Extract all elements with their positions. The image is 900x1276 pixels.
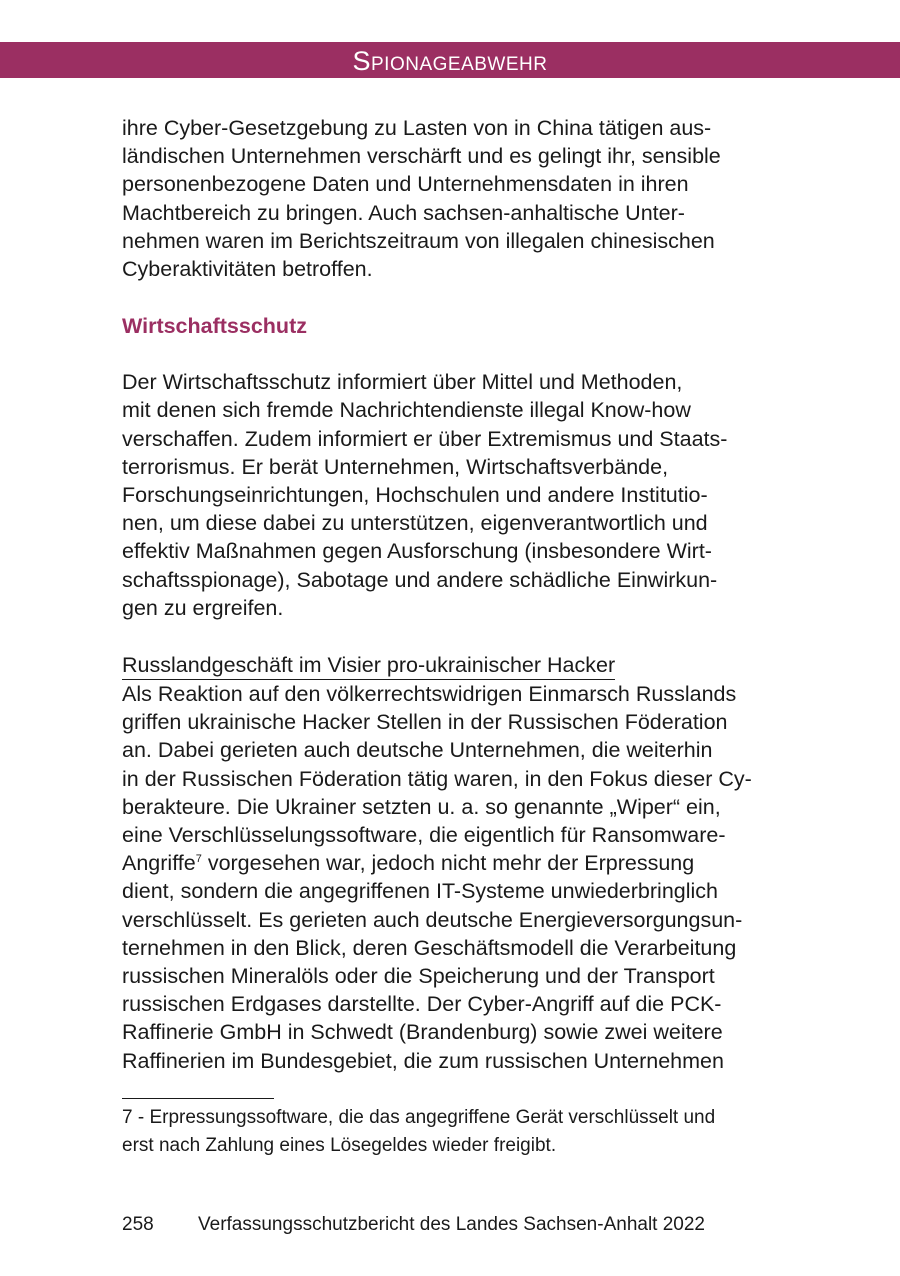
section-heading: Wirtschaftsschutz	[122, 314, 307, 339]
text-line: ländischen Unternehmen verschärft und es gelingt ihr, sensible	[122, 144, 721, 169]
text-line: Machtbereich zu bringen. Auch sachsen-anhaltische Unter-	[122, 200, 685, 225]
text-line: an. Dabei gerieten auch deutsche Unternehmen, die weiterhin	[122, 738, 713, 763]
text-line: Cyberaktivitäten betroffen.	[122, 257, 373, 282]
text-line: dient, sondern die angegriffenen IT-Systeme unwiederbringlich	[122, 879, 718, 904]
text-line: effektiv Maßnahmen gegen Ausforschung (insbesondere Wirt-	[122, 539, 712, 564]
text-line: Der Wirtschaftsschutz informiert über Mittel und Methoden,	[122, 370, 683, 395]
text-fragment: Angriffe	[122, 851, 196, 876]
publication-title: Verfassungsschutzbericht des Landes Sachsen-Anhalt 2022	[198, 1214, 705, 1235]
page-footer	[122, 1213, 705, 1237]
text-line: gen zu ergreifen.	[122, 595, 284, 620]
text-line: schaftsspionage), Sabotage und andere schädliche Einwirkun-	[122, 567, 718, 592]
text-line: Raffinerien im Bundesgebiet, die zum russischen Unternehmen	[122, 1048, 724, 1073]
footnote-line: erst nach Zahlung eines Lösegeldes wieder freigibt.	[122, 1135, 557, 1156]
subsection-paragraph	[122, 680, 782, 1075]
text-line: verschlüsselt. Es gerieten auch deutsche Energieversorgungsun-	[122, 907, 743, 932]
text-fragment: vorgesehen war, jedoch nicht mehr der Erpressung	[201, 851, 695, 876]
footnote-reference[interactable]: 7	[195, 853, 202, 866]
section-paragraph	[122, 368, 782, 622]
page-number: 258	[122, 1214, 154, 1235]
text-line: Raffinerie GmbH in Schwedt (Brandenburg) sowie zwei weitere	[122, 1020, 723, 1045]
text-line: in der Russischen Föderation tätig waren, in den Fokus dieser Cy-	[122, 766, 752, 791]
chapter-title: Spionageabwehr	[352, 46, 548, 76]
text-line: personenbezogene Daten und Unternehmensdaten in ihren	[122, 172, 689, 197]
text-line: eine Verschlüsselungssoftware, die eigentlich für Ransomware-	[122, 823, 726, 848]
subsection-heading-wrap	[122, 651, 782, 680]
footnote-divider	[122, 1098, 274, 1099]
footnote-line: 7 - Erpressungssoftware, die das angegriffene Gerät verschlüsselt und	[122, 1107, 716, 1128]
text-line: Als Reaktion auf den völkerrechtswidrigen Einmarsch Russlands	[122, 682, 737, 707]
text-line: Forschungseinrichtungen, Hochschulen und andere Institutio-	[122, 483, 708, 508]
text-line: terrorismus. Er berät Unternehmen, Wirtschaftsverbände,	[122, 454, 669, 479]
text-line: nen, um diese dabei zu unterstützen, eigenverantwortlich und	[122, 511, 708, 536]
subsection-heading: Russlandgeschäft im Visier pro-ukrainischer Hacker	[122, 652, 615, 680]
text-line: verschaffen. Zudem informiert er über Extremismus und Staats-	[122, 426, 728, 451]
text-line: russischen Erdgases darstellte. Der Cyber-Angriff auf die PCK-	[122, 992, 722, 1017]
intro-paragraph	[122, 114, 782, 283]
text-line-with-footnote	[122, 849, 782, 877]
text-line: berakteure. Die Ukrainer setzten u. a. so genannte „Wiper“ ein,	[122, 794, 721, 819]
text-line: griffen ukrainische Hacker Stellen in der Russischen Föderation	[122, 710, 728, 735]
text-line: mit denen sich fremde Nachrichtendienste illegal Know-how	[122, 398, 691, 423]
text-line: ternehmen in den Blick, deren Geschäftsmodell die Verarbeitung	[122, 935, 737, 960]
text-line: nehmen waren im Berichtszeitraum von illegalen chinesischen	[122, 228, 715, 253]
footnote	[122, 1104, 782, 1160]
text-line: ihre Cyber-Gesetzgebung zu Lasten von in China tätigen aus-	[122, 116, 712, 140]
text-line: russischen Mineralöls oder die Speicherung und der Transport	[122, 964, 715, 989]
main-content	[122, 114, 782, 1075]
